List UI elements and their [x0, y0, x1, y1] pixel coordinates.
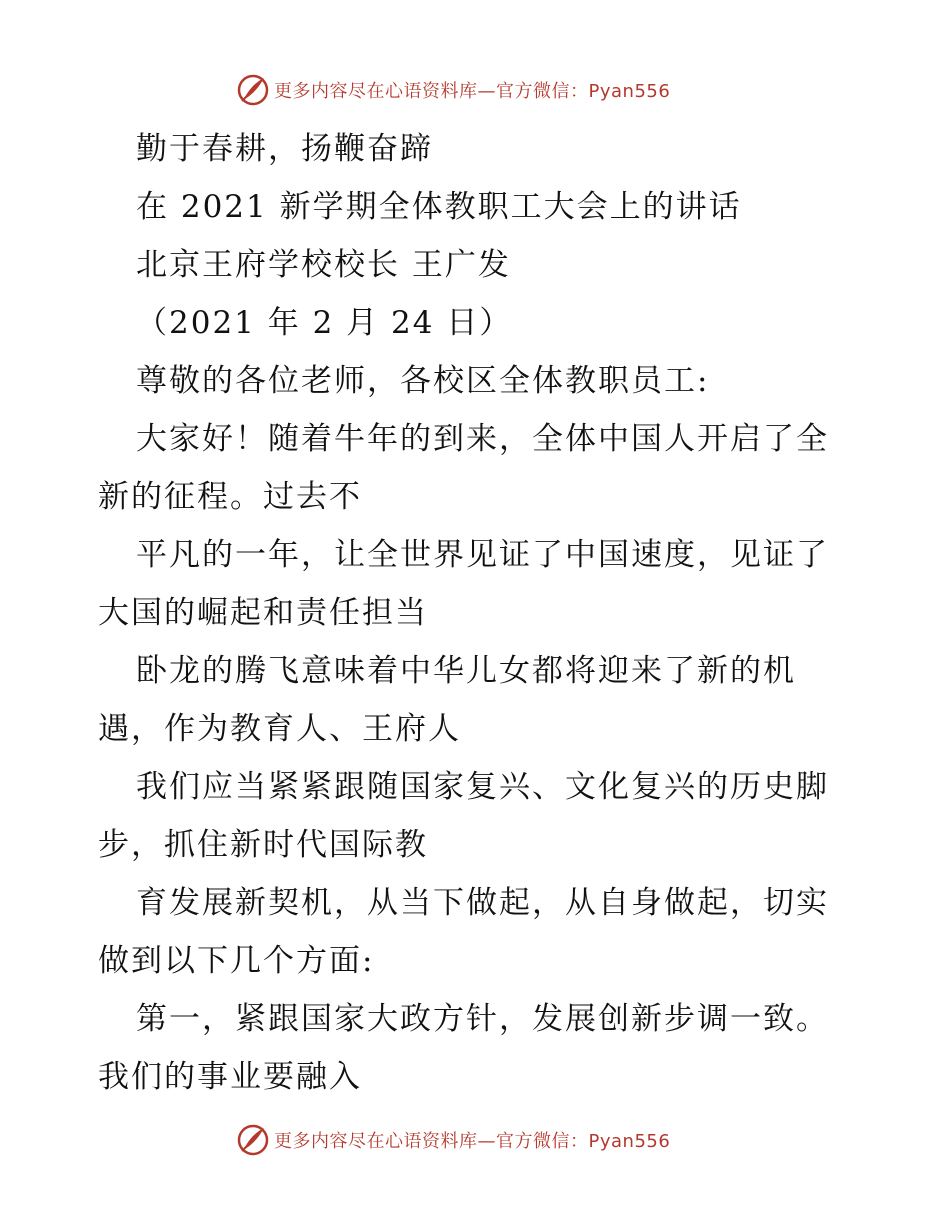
- text-line: 勤于春耕，扬鞭奋蹄: [136, 131, 433, 167]
- text-line: 我们的事业要融入: [98, 1059, 362, 1095]
- document-body: [98, 120, 858, 1106]
- text-line: 育发展新契机，从当下做起，从自身做起，切实: [136, 885, 829, 921]
- text-line: 在 2021 新学期全体教职工大会上的讲话: [136, 189, 742, 225]
- footer-banner-text: 更多内容尽在心语资料库—官方微信：Pyan556: [274, 1131, 671, 1152]
- header-banner: [236, 73, 670, 107]
- text-line: 平凡的一年，让全世界见证了中国速度，见证了: [136, 537, 829, 573]
- text-line: 大国的崛起和责任担当: [98, 595, 428, 631]
- quill-logo-icon: [236, 73, 270, 107]
- text-line: 遇，作为教育人、王府人: [98, 711, 461, 747]
- text-line: 大家好！随着牛年的到来，全体中国人开启了全: [136, 421, 829, 457]
- text-line: 北京王府学校校长 王广发: [136, 247, 511, 283]
- text-line: 第一，紧跟国家大政方针，发展创新步调一致。: [136, 1001, 829, 1037]
- text-line: 尊敬的各位老师，各校区全体教职员工:: [136, 363, 710, 399]
- quill-logo-icon: [236, 1123, 270, 1157]
- text-line: 做到以下几个方面:: [98, 943, 375, 979]
- text-line: 步，抓住新时代国际教: [98, 827, 428, 863]
- text-line: 新的征程。过去不: [98, 479, 362, 515]
- text-line: 我们应当紧紧跟随国家复兴、文化复兴的历史脚: [136, 769, 829, 805]
- footer-banner: [236, 1123, 670, 1157]
- header-banner-text: 更多内容尽在心语资料库—官方微信：Pyan556: [274, 81, 671, 102]
- text-line: 卧龙的腾飞意味着中华儿女都将迎来了新的机: [136, 653, 796, 689]
- text-line: （2021 年 2 月 24 日）: [136, 305, 513, 341]
